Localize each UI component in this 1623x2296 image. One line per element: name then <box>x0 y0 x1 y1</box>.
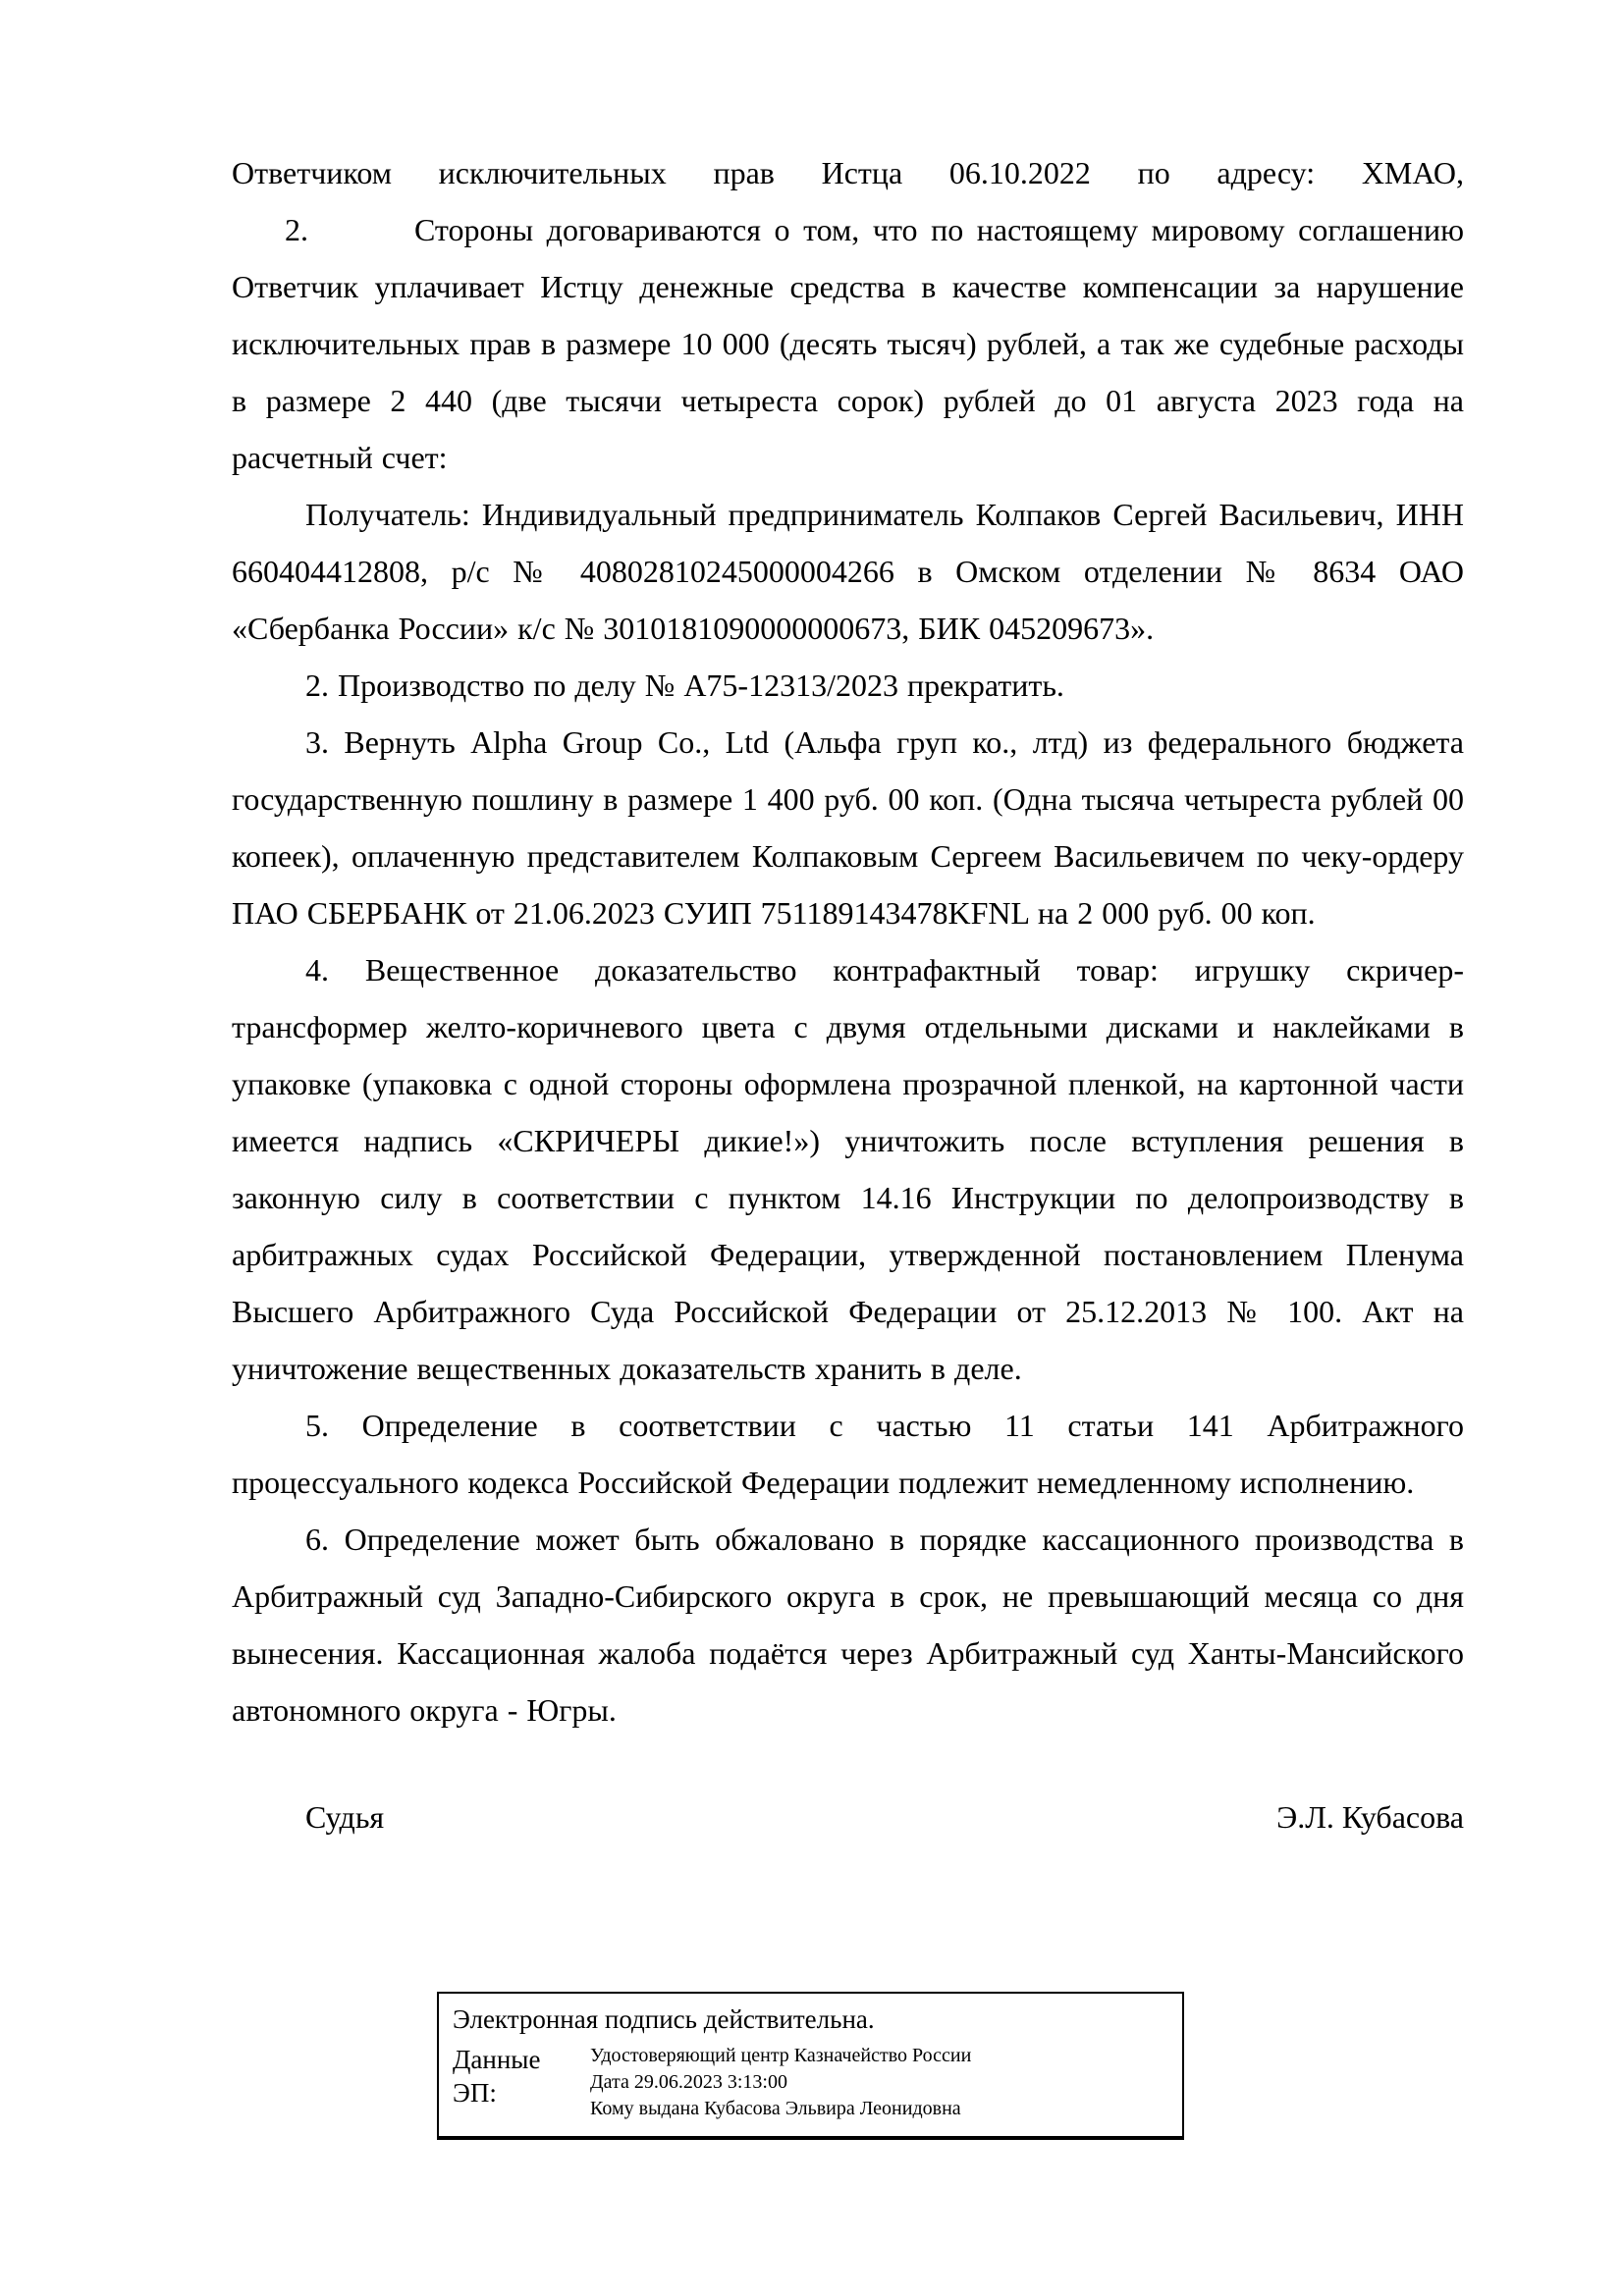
judge-name: Э.Л. Кубасова <box>1276 1799 1464 1835</box>
stamp-detail-line-issued-to: Кому выдана Кубасова Эльвира Леонидовна <box>590 2098 961 2119</box>
stamp-detail-line-authority: Удостоверяющий центр Казначейство России <box>590 2045 972 2066</box>
judge-signature-row <box>232 1789 1464 1845</box>
stamp-detail-line-date: Дата 29.06.2023 3:13:00 <box>590 2071 787 2093</box>
paragraph-fee-refund: 3. Вернуть Alpha Group Co., Ltd (Альфа груп ко., лтд) из федерального бюджета государственную пошлину в размере 1 400 руб. 00 коп. (Одна тысяча четыреста рублей 00 копеек), оплаченную представителем Колпаковым Сергеем Васильевичем по чеку-ордеру ПАО СБЕРБАНК от 21.06.2023 СУИП 751189143478KFNL на 2 000 руб. 00 коп. <box>232 724 1464 931</box>
electronic-signature-stamp <box>437 1992 1184 2140</box>
stamp-data-row <box>453 2043 1166 2122</box>
paragraph-intro: Ответчиком исключительных прав Истца 06.10.2022 по адресу: ХМАО, <box>232 155 1464 190</box>
stamp-data-label: Данные ЭП: <box>453 2045 541 2108</box>
stamp-validity-text: Электронная подпись действительна. <box>453 2004 875 2034</box>
paragraph-recipient-details: Получатель: Индивидуальный предприниматель Колпаков Сергей Васильевич, ИНН 660404412808, р/с № 40802810245000004266 в Омском отделении № 8634 ОАО «Сбербанка России» к/с № 3010181090000000673, БИК 045209673». <box>232 497 1464 646</box>
paragraph-settlement-agreement-text: Стороны договариваются о том, что по настоящему мировому соглашению Ответчик уплачивает Истцу денежные средства в качестве компенсации за нарушение исключительных прав в размере 10 000 (десять тысяч) рублей, а так же судебные расходы в размере 2 440 (две тысячи четыреста сорок) рублей до 01 августа 2023 года на расчетный счет: <box>232 212 1464 475</box>
paragraph-case-termination: 2. Производство по делу № А75-12313/2023 прекратить. <box>305 667 1064 703</box>
paragraph-immediate-execution: 5. Определение в соответствии с частью 11 статьи 141 Арбитражного процессуального кодекса Российской Федерации подлежит немедленному исполнению. <box>232 1408 1464 1500</box>
paragraph-appeal-procedure: 6. Определение может быть обжаловано в порядке кассационного производства в Арбитражный суд Западно-Сибирского округа в срок, не превышающий месяца со дня вынесения. Кассационная жалоба подаётся через Арбитражный суд Ханты-Мансийского автономного округа - Югры. <box>232 1522 1464 1728</box>
judge-label: Судья <box>305 1799 385 1835</box>
paragraph-settlement-agreement <box>232 201 1464 486</box>
stamp-detail-lines <box>590 2043 971 2122</box>
paragraph-evidence-destruction: 4. Вещественное доказательство контрафактный товар: игрушку скричер-трансформер желто-коричневого цвета с двумя отдельными дисками и наклейками в упаковке (упаковка с одной стороны оформлена прозрачной пленкой, на картонной части имеется надпись «СКРИЧЕРЫ дикие!») уничтожить после вступления решения в законную силу в соответствии с пунктом 14.16 Инструкции по делопроизводству в арбитражных судах Российской Федерации, утвержденной постановлением Пленума Высшего Арбитражного Суда Российской Федерации от 25.12.2013 № 100. Акт на уничтожение вещественных доказательств хранить в деле. <box>232 952 1464 1386</box>
paragraph-number: 2. <box>285 212 308 247</box>
